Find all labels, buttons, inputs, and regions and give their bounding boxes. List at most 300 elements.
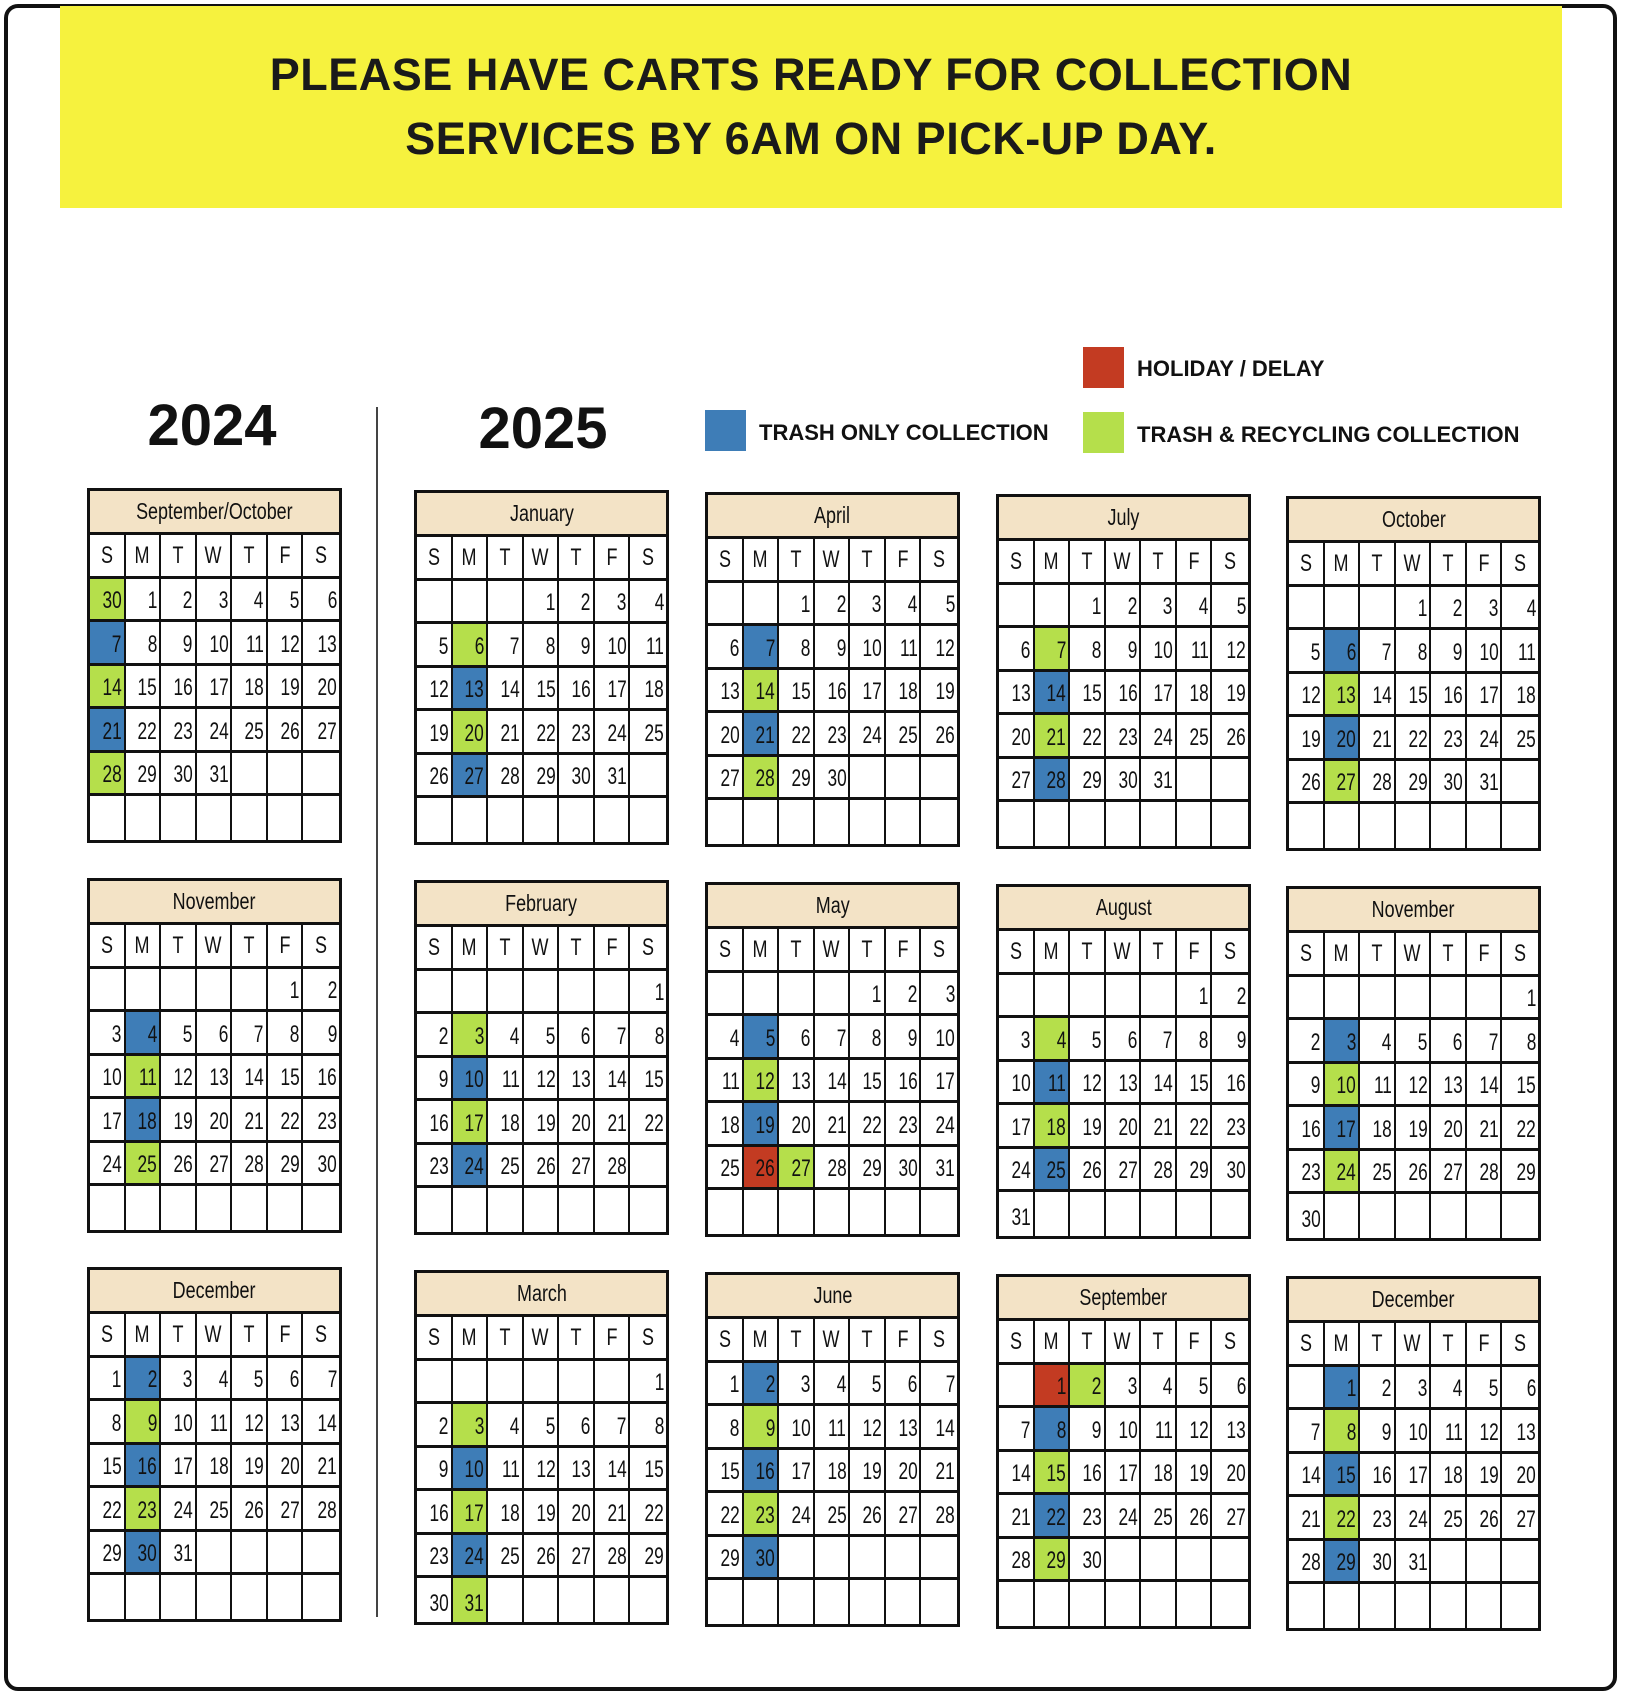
day-cell-empty bbox=[595, 798, 631, 842]
day-cell bbox=[595, 624, 631, 668]
day-number: 27 bbox=[317, 717, 337, 745]
day-cell bbox=[815, 1016, 851, 1060]
day-number: 19 bbox=[536, 1109, 556, 1137]
day-cell bbox=[999, 1105, 1035, 1149]
day-number: 31 bbox=[607, 763, 627, 790]
day-cell-trash bbox=[453, 755, 489, 799]
day-cell bbox=[779, 1363, 815, 1407]
day-cell bbox=[1070, 1018, 1106, 1062]
calendar-october bbox=[1286, 496, 1541, 851]
day-cell-recycle bbox=[453, 711, 489, 755]
day-cell bbox=[921, 670, 957, 714]
weekday-text: F bbox=[1188, 937, 1200, 965]
day-number: 30 bbox=[173, 761, 193, 788]
day-cell bbox=[232, 1056, 268, 1100]
weekday-label bbox=[886, 539, 922, 583]
weekday-text: S bbox=[1514, 1329, 1527, 1357]
weekday-label bbox=[1035, 1321, 1071, 1365]
day-number: 24 bbox=[1118, 1503, 1138, 1531]
day-cell bbox=[595, 581, 631, 625]
day-cell bbox=[1141, 759, 1177, 803]
weekday-label bbox=[1396, 1323, 1432, 1367]
day-cell bbox=[999, 1452, 1035, 1496]
day-number: 20 bbox=[464, 719, 485, 747]
day-number: 2 bbox=[1453, 595, 1463, 622]
month-header bbox=[999, 1277, 1248, 1321]
day-cell bbox=[1360, 1541, 1396, 1585]
day-cell bbox=[1396, 674, 1432, 718]
day-cell bbox=[1141, 672, 1177, 716]
day-cell-empty bbox=[744, 1580, 780, 1624]
day-number: 16 bbox=[1301, 1115, 1321, 1143]
day-number: 27 bbox=[280, 1496, 300, 1524]
day-cell-empty bbox=[1289, 587, 1325, 631]
weekday-text: S bbox=[1009, 1327, 1022, 1355]
day-cell bbox=[417, 755, 453, 799]
day-cell bbox=[921, 1060, 957, 1104]
day-number: 26 bbox=[244, 1496, 264, 1524]
day-number: 6 bbox=[1453, 1028, 1463, 1056]
day-number: 16 bbox=[571, 676, 591, 703]
day-cell-empty bbox=[886, 1190, 922, 1234]
day-number: 30 bbox=[1443, 769, 1463, 796]
day-number: 29 bbox=[1189, 1157, 1209, 1184]
day-number: 11 bbox=[501, 1456, 520, 1483]
day-cell-empty bbox=[126, 1575, 162, 1619]
day-cell bbox=[1106, 759, 1142, 803]
day-number: 25 bbox=[500, 1153, 520, 1180]
day-number: 15 bbox=[536, 676, 556, 703]
day-cell bbox=[524, 1535, 560, 1579]
day-cell-empty bbox=[161, 1186, 197, 1230]
day-cell bbox=[1106, 1149, 1142, 1193]
day-number: 8 bbox=[289, 1020, 300, 1048]
day-number: 23 bbox=[571, 719, 591, 747]
day-number: 4 bbox=[1056, 1026, 1067, 1054]
weekday-text: W bbox=[822, 545, 840, 573]
day-cell-empty bbox=[886, 1580, 922, 1624]
day-number: 24 bbox=[464, 1153, 485, 1180]
day-cell bbox=[488, 1404, 524, 1448]
notice-banner bbox=[60, 6, 1562, 208]
day-cell-empty bbox=[708, 800, 744, 844]
day-cell bbox=[886, 1493, 922, 1537]
day-cell bbox=[1360, 674, 1396, 718]
weekday-text: M bbox=[134, 1320, 150, 1348]
weekday-text: F bbox=[897, 935, 909, 963]
day-cell bbox=[488, 1058, 524, 1102]
weekday-label bbox=[197, 1314, 233, 1358]
weekday-text: S bbox=[1514, 939, 1527, 967]
day-cell bbox=[779, 1060, 815, 1104]
weekday-label bbox=[453, 1317, 489, 1361]
weekday-label bbox=[815, 929, 851, 973]
day-cell bbox=[161, 709, 197, 753]
day-number: 2 bbox=[907, 981, 918, 1008]
weekday-label bbox=[524, 927, 560, 971]
day-cell-trash bbox=[744, 1103, 780, 1147]
day-cell-empty bbox=[744, 583, 780, 627]
day-cell bbox=[815, 1450, 851, 1494]
weekday-label bbox=[268, 1314, 304, 1358]
day-cell bbox=[1070, 628, 1106, 672]
day-cell-recycle bbox=[744, 1406, 780, 1450]
day-number: 3 bbox=[474, 1412, 485, 1440]
day-number: 23 bbox=[1226, 1113, 1246, 1141]
weekday-label bbox=[886, 929, 922, 973]
day-number: 26 bbox=[536, 1543, 556, 1570]
calendar-may bbox=[705, 882, 960, 1237]
day-cell-empty bbox=[197, 969, 233, 1013]
day-number: 24 bbox=[1011, 1157, 1031, 1184]
month-name: August bbox=[1095, 894, 1152, 920]
day-number: 20 bbox=[1516, 1462, 1536, 1489]
weekday-label bbox=[1431, 933, 1467, 977]
day-cell bbox=[417, 1404, 453, 1448]
day-cell bbox=[1212, 672, 1248, 716]
day-number: 18 bbox=[500, 1109, 520, 1137]
day-cell bbox=[268, 1099, 304, 1143]
day-cell bbox=[524, 1491, 560, 1535]
day-number: 30 bbox=[898, 1155, 918, 1182]
day-cell-empty bbox=[630, 798, 666, 842]
day-cell bbox=[779, 670, 815, 714]
day-cell-recycle bbox=[744, 1060, 780, 1104]
weekday-text: T bbox=[1081, 937, 1093, 965]
day-cell-empty bbox=[1431, 804, 1467, 848]
weekday-text: M bbox=[1333, 939, 1349, 967]
weekday-label bbox=[1502, 933, 1538, 977]
day-number: 18 bbox=[644, 676, 664, 703]
day-cell-recycle bbox=[1035, 1452, 1071, 1496]
day-cell bbox=[126, 666, 162, 710]
day-number: 21 bbox=[1301, 1505, 1321, 1533]
day-cell bbox=[815, 1060, 851, 1104]
day-cell bbox=[921, 1406, 957, 1450]
weekday-label bbox=[1431, 1323, 1467, 1367]
weekday-text: T bbox=[1442, 549, 1454, 577]
day-cell bbox=[1360, 1454, 1396, 1498]
month-header bbox=[708, 885, 957, 929]
month-header bbox=[708, 1275, 957, 1319]
day-cell bbox=[161, 1099, 197, 1143]
day-number: 24 bbox=[173, 1496, 193, 1524]
day-cell bbox=[559, 1448, 595, 1492]
day-number: 27 bbox=[464, 763, 485, 790]
day-number: 10 bbox=[209, 630, 229, 658]
weekday-label bbox=[595, 927, 631, 971]
day-number: 9 bbox=[327, 1020, 337, 1048]
day-number: 14 bbox=[1046, 680, 1067, 707]
day-cell-empty bbox=[850, 1537, 886, 1581]
day-cell-empty bbox=[708, 1190, 744, 1234]
day-cell-trash bbox=[453, 1535, 489, 1579]
day-cell bbox=[1431, 761, 1467, 805]
weekday-text: S bbox=[100, 1320, 113, 1348]
day-number: 14 bbox=[1011, 1460, 1031, 1487]
day-cell bbox=[417, 624, 453, 668]
day-cell-empty bbox=[1360, 1584, 1396, 1628]
day-number: 1 bbox=[289, 977, 300, 1004]
day-cell-recycle bbox=[126, 1488, 162, 1532]
day-cell-empty bbox=[90, 1186, 126, 1230]
day-cell bbox=[1502, 1064, 1538, 1108]
day-number: 10 bbox=[935, 1024, 955, 1052]
day-cell bbox=[161, 666, 197, 710]
day-cell-trash bbox=[1035, 759, 1071, 803]
day-cell bbox=[417, 1448, 453, 1492]
day-cell bbox=[1141, 1062, 1177, 1106]
weekday-text: T bbox=[570, 933, 582, 961]
day-number: 6 bbox=[474, 632, 485, 660]
day-cell-empty bbox=[1289, 804, 1325, 848]
day-number: 28 bbox=[1479, 1159, 1499, 1186]
day-cell bbox=[1360, 630, 1396, 674]
day-number: 21 bbox=[935, 1458, 955, 1485]
day-cell-empty bbox=[524, 1578, 560, 1622]
day-number: 22 bbox=[137, 717, 158, 745]
weekday-label bbox=[744, 929, 780, 973]
day-cell bbox=[630, 1101, 666, 1145]
day-number: 30 bbox=[1118, 767, 1138, 794]
day-number: 9 bbox=[438, 1456, 449, 1483]
day-cell bbox=[999, 1149, 1035, 1193]
day-cell bbox=[1467, 1367, 1503, 1411]
month-name: September/October bbox=[136, 498, 293, 524]
day-cell bbox=[886, 626, 922, 670]
day-number: 9 bbox=[907, 1024, 918, 1052]
day-number: 17 bbox=[862, 678, 882, 705]
day-cell-empty bbox=[417, 1361, 453, 1405]
day-number: 14 bbox=[1153, 1070, 1173, 1097]
day-number: 23 bbox=[755, 1501, 776, 1529]
day-number: 1 bbox=[1346, 1375, 1357, 1402]
day-cell-empty bbox=[744, 973, 780, 1017]
day-cell-trash bbox=[744, 626, 780, 670]
day-cell bbox=[886, 713, 922, 757]
weekday-label bbox=[1177, 1321, 1213, 1365]
weekday-text: S bbox=[1299, 939, 1312, 967]
day-number: 5 bbox=[872, 1371, 882, 1398]
weekday-label bbox=[161, 1314, 197, 1358]
day-number: 6 bbox=[289, 1366, 300, 1393]
day-cell bbox=[1502, 1367, 1538, 1411]
day-cell bbox=[1289, 674, 1325, 718]
day-cell bbox=[850, 1450, 886, 1494]
day-number: 8 bbox=[654, 1412, 664, 1440]
day-cell-holiday bbox=[1035, 1365, 1071, 1409]
day-cell bbox=[630, 1361, 666, 1405]
day-number: 14 bbox=[500, 676, 520, 703]
day-cell-trash bbox=[1035, 1062, 1071, 1106]
day-cell-empty bbox=[197, 1575, 233, 1619]
day-number: 6 bbox=[581, 1022, 591, 1050]
day-cell-empty bbox=[453, 971, 489, 1015]
day-number: 10 bbox=[607, 632, 627, 660]
day-cell bbox=[1289, 1497, 1325, 1541]
day-cell-empty bbox=[1070, 1582, 1106, 1626]
day-cell-empty bbox=[232, 969, 268, 1013]
day-cell bbox=[232, 1445, 268, 1489]
day-cell bbox=[126, 753, 162, 797]
day-number: 16 bbox=[1082, 1460, 1102, 1487]
day-cell-empty bbox=[850, 800, 886, 844]
day-number: 19 bbox=[1189, 1460, 1209, 1487]
weekday-label bbox=[1325, 933, 1361, 977]
day-number: 6 bbox=[1346, 638, 1357, 666]
day-cell bbox=[524, 755, 560, 799]
day-cell bbox=[524, 1101, 560, 1145]
day-cell bbox=[488, 1145, 524, 1189]
day-cell bbox=[524, 624, 560, 668]
day-number: 20 bbox=[720, 721, 740, 749]
day-number: 21 bbox=[607, 1499, 627, 1527]
day-cell-empty bbox=[1106, 1192, 1142, 1236]
day-number: 24 bbox=[1479, 725, 1499, 753]
day-cell-empty bbox=[595, 1188, 631, 1232]
day-cell bbox=[630, 711, 666, 755]
weekday-label bbox=[999, 1321, 1035, 1365]
day-cell bbox=[595, 1014, 631, 1058]
day-number: 26 bbox=[536, 1153, 556, 1180]
day-number: 15 bbox=[1336, 1462, 1357, 1489]
day-number: 7 bbox=[1020, 1416, 1031, 1444]
day-number: 25 bbox=[827, 1501, 847, 1529]
weekday-text: S bbox=[1224, 1327, 1237, 1355]
day-cell bbox=[1396, 1410, 1432, 1454]
day-cell bbox=[708, 1537, 744, 1581]
day-number: 11 bbox=[646, 632, 664, 660]
day-number: 15 bbox=[102, 1453, 122, 1480]
day-cell bbox=[921, 713, 957, 757]
day-number: 28 bbox=[1011, 1547, 1031, 1574]
day-cell-empty bbox=[1431, 1541, 1467, 1585]
day-cell-empty bbox=[197, 1186, 233, 1230]
day-cell-empty bbox=[268, 753, 304, 797]
day-number: 23 bbox=[827, 721, 847, 749]
day-number: 9 bbox=[765, 1414, 776, 1442]
day-cell bbox=[90, 1445, 126, 1489]
day-cell-empty bbox=[1177, 802, 1213, 846]
day-cell bbox=[1396, 1454, 1432, 1498]
day-number: 29 bbox=[1516, 1159, 1536, 1186]
weekday-text: S bbox=[1514, 549, 1527, 577]
weekday-label bbox=[630, 927, 666, 971]
day-cell bbox=[595, 1145, 631, 1189]
day-number: 24 bbox=[464, 1543, 485, 1570]
day-cell bbox=[886, 1060, 922, 1104]
calendar-june bbox=[705, 1272, 960, 1627]
day-cell bbox=[815, 1363, 851, 1407]
day-number: 13 bbox=[209, 1064, 229, 1091]
day-cell bbox=[779, 1450, 815, 1494]
day-cell-recycle bbox=[1035, 1018, 1071, 1062]
day-number: 6 bbox=[581, 1412, 591, 1440]
day-cell-empty bbox=[232, 1575, 268, 1619]
day-number: 5 bbox=[545, 1022, 556, 1050]
day-cell bbox=[197, 753, 233, 797]
day-cell-empty bbox=[303, 1575, 339, 1619]
day-cell-empty bbox=[453, 1188, 489, 1232]
day-cell-empty bbox=[1177, 759, 1213, 803]
day-cell bbox=[1106, 585, 1142, 629]
day-number: 27 bbox=[209, 1151, 229, 1178]
day-number: 22 bbox=[1336, 1505, 1357, 1533]
day-number: 4 bbox=[1163, 1373, 1173, 1400]
day-cell bbox=[1177, 715, 1213, 759]
day-cell bbox=[708, 713, 744, 757]
day-cell-recycle bbox=[1325, 1151, 1361, 1195]
day-cell bbox=[1289, 1151, 1325, 1195]
day-number: 5 bbox=[545, 1412, 556, 1440]
day-number: 19 bbox=[1226, 680, 1246, 707]
day-number: 22 bbox=[862, 1111, 882, 1139]
weekday-text: W bbox=[1113, 937, 1131, 965]
day-cell bbox=[1212, 628, 1248, 672]
day-cell-empty bbox=[815, 1580, 851, 1624]
day-cell bbox=[1106, 1062, 1142, 1106]
day-cell bbox=[1177, 1495, 1213, 1539]
day-cell bbox=[1431, 587, 1467, 631]
day-number: 21 bbox=[1153, 1113, 1173, 1141]
day-number: 25 bbox=[1153, 1503, 1173, 1531]
day-cell bbox=[197, 1012, 233, 1056]
weekday-label bbox=[303, 1314, 339, 1358]
weekday-text: M bbox=[1333, 1329, 1349, 1357]
day-cell bbox=[232, 1099, 268, 1143]
day-cell bbox=[1106, 715, 1142, 759]
day-cell bbox=[630, 1404, 666, 1448]
day-number: 13 bbox=[280, 1409, 300, 1437]
day-number: 9 bbox=[1127, 636, 1138, 664]
day-cell-recycle bbox=[90, 579, 126, 623]
day-cell bbox=[90, 1488, 126, 1532]
weekday-label bbox=[559, 1317, 595, 1361]
day-cell-empty bbox=[197, 1532, 233, 1576]
day-cell bbox=[1396, 1151, 1432, 1195]
day-number: 20 bbox=[571, 1499, 591, 1527]
day-cell-empty bbox=[232, 1532, 268, 1576]
day-number: 7 bbox=[836, 1024, 847, 1052]
year-2024-heading: 2024 bbox=[147, 393, 277, 458]
day-cell bbox=[488, 1101, 524, 1145]
day-cell bbox=[999, 672, 1035, 716]
day-cell bbox=[708, 1103, 744, 1147]
weekday-text: S bbox=[642, 1323, 655, 1351]
day-cell-recycle bbox=[126, 1143, 162, 1187]
weekday-text: W bbox=[531, 543, 549, 571]
weekday-label bbox=[708, 1319, 744, 1363]
day-number: 21 bbox=[500, 719, 520, 747]
day-number: 22 bbox=[1046, 1503, 1067, 1531]
day-number: 7 bbox=[1488, 1028, 1499, 1056]
day-number: 8 bbox=[1056, 1416, 1067, 1444]
day-number: 14 bbox=[607, 1066, 627, 1093]
day-number: 21 bbox=[607, 1109, 627, 1137]
weekday-text: S bbox=[1009, 937, 1022, 965]
day-cell-trash bbox=[1325, 1541, 1361, 1585]
day-cell bbox=[850, 973, 886, 1017]
weekday-label bbox=[1325, 1323, 1361, 1367]
day-number: 5 bbox=[1198, 1373, 1209, 1400]
day-cell-empty bbox=[1106, 1582, 1142, 1626]
day-cell-empty bbox=[886, 1537, 922, 1581]
weekday-text: T bbox=[861, 935, 873, 963]
day-cell bbox=[268, 1401, 304, 1445]
day-cell bbox=[161, 1532, 197, 1576]
day-cell-empty bbox=[886, 757, 922, 801]
day-cell bbox=[815, 757, 851, 801]
